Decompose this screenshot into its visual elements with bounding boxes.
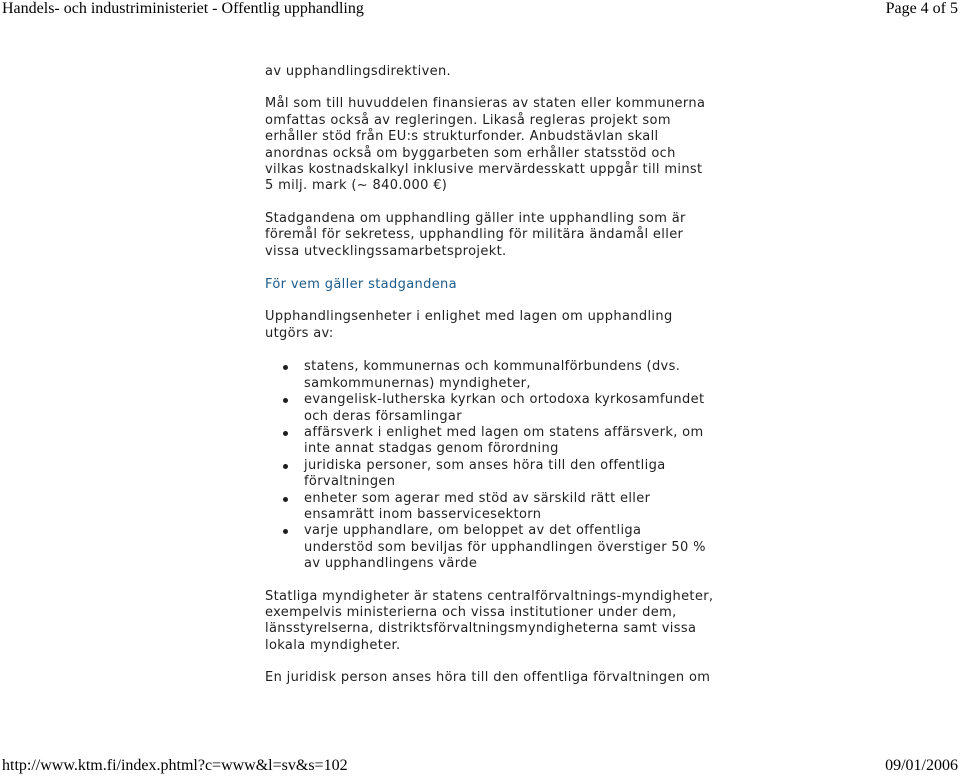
print-date: 09/01/2006 [885, 757, 958, 774]
page-url: http://www.ktm.fi/index.phtml?c=www&l=sv&s=102 [2, 757, 348, 774]
page-number: Page 4 of 5 [885, 0, 958, 17]
section-heading: För vem gäller stadgandena [265, 277, 457, 293]
paragraph-entities: Upphandlingsenheter i enlighet med lagen om upphandling utgörs av: [265, 309, 673, 341]
list-item: enheter som agerar med stöd av särskild rätt eller ensamrätt inom basservicesektorn [304, 491, 715, 524]
list-item: evangelisk-lutherska kyrkan och ortodoxa kyrkosamfundet och deras församlingar [304, 392, 715, 425]
list-item: juridiska personer, som anses höra till den offentliga förvaltningen [304, 458, 715, 491]
list-item: affärsverk i enlighet med lagen om statens affärsverk, om inte annat stadgas genom förordning [304, 425, 715, 458]
page-title: Handels- och industriministeriet - Offentlig upphandling [2, 0, 364, 17]
paragraph-funding: Mål som till huvuddelen finansieras av staten eller kommunerna omfattas också av regleringen. Likaså regleras projekt som erhåller stöd från EU:s strukturfonder. Anbudstävlan skall anordnas också om byggarbeten som erhåller statsstöd och vilkas kostnadskalkyl inklusive mervärdesskatt uppgår till minst 5 milj. mark (~ 840.000 €) [265, 96, 706, 194]
paragraph-state-authorities: Statliga myndigheter är statens centralförvaltnings-myndigheter, exempelvis ministerierna och vissa institutioner under dem, länsstyrelserna, distriktsförvaltningsmyndigheterna samt vissa lokala myndigheter. [265, 588, 714, 653]
article-content [265, 64, 715, 687]
list-item: statens, kommunernas och kommunalförbundens (dvs. samkommunernas) myndigheter, [304, 359, 715, 392]
print-header [0, 0, 960, 20]
print-footer [0, 757, 960, 777]
paragraph-exemptions: Stadgandena om upphandling gäller inte upphandling som är föremål för sekretess, upphandling för militära ändamål eller vissa utvecklingssamarbetsprojekt. [265, 210, 686, 259]
entity-list [265, 359, 715, 572]
intro-line: av upphandlingsdirektiven. [265, 64, 452, 79]
list-item: varje upphandlare, om beloppet av det offentliga understöd som beviljas för upphandlingen överstiger 50 % av upphandlingens värde [304, 523, 715, 572]
paragraph-legal-person: En juridisk person anses höra till den offentliga förvaltningen om [265, 670, 711, 686]
